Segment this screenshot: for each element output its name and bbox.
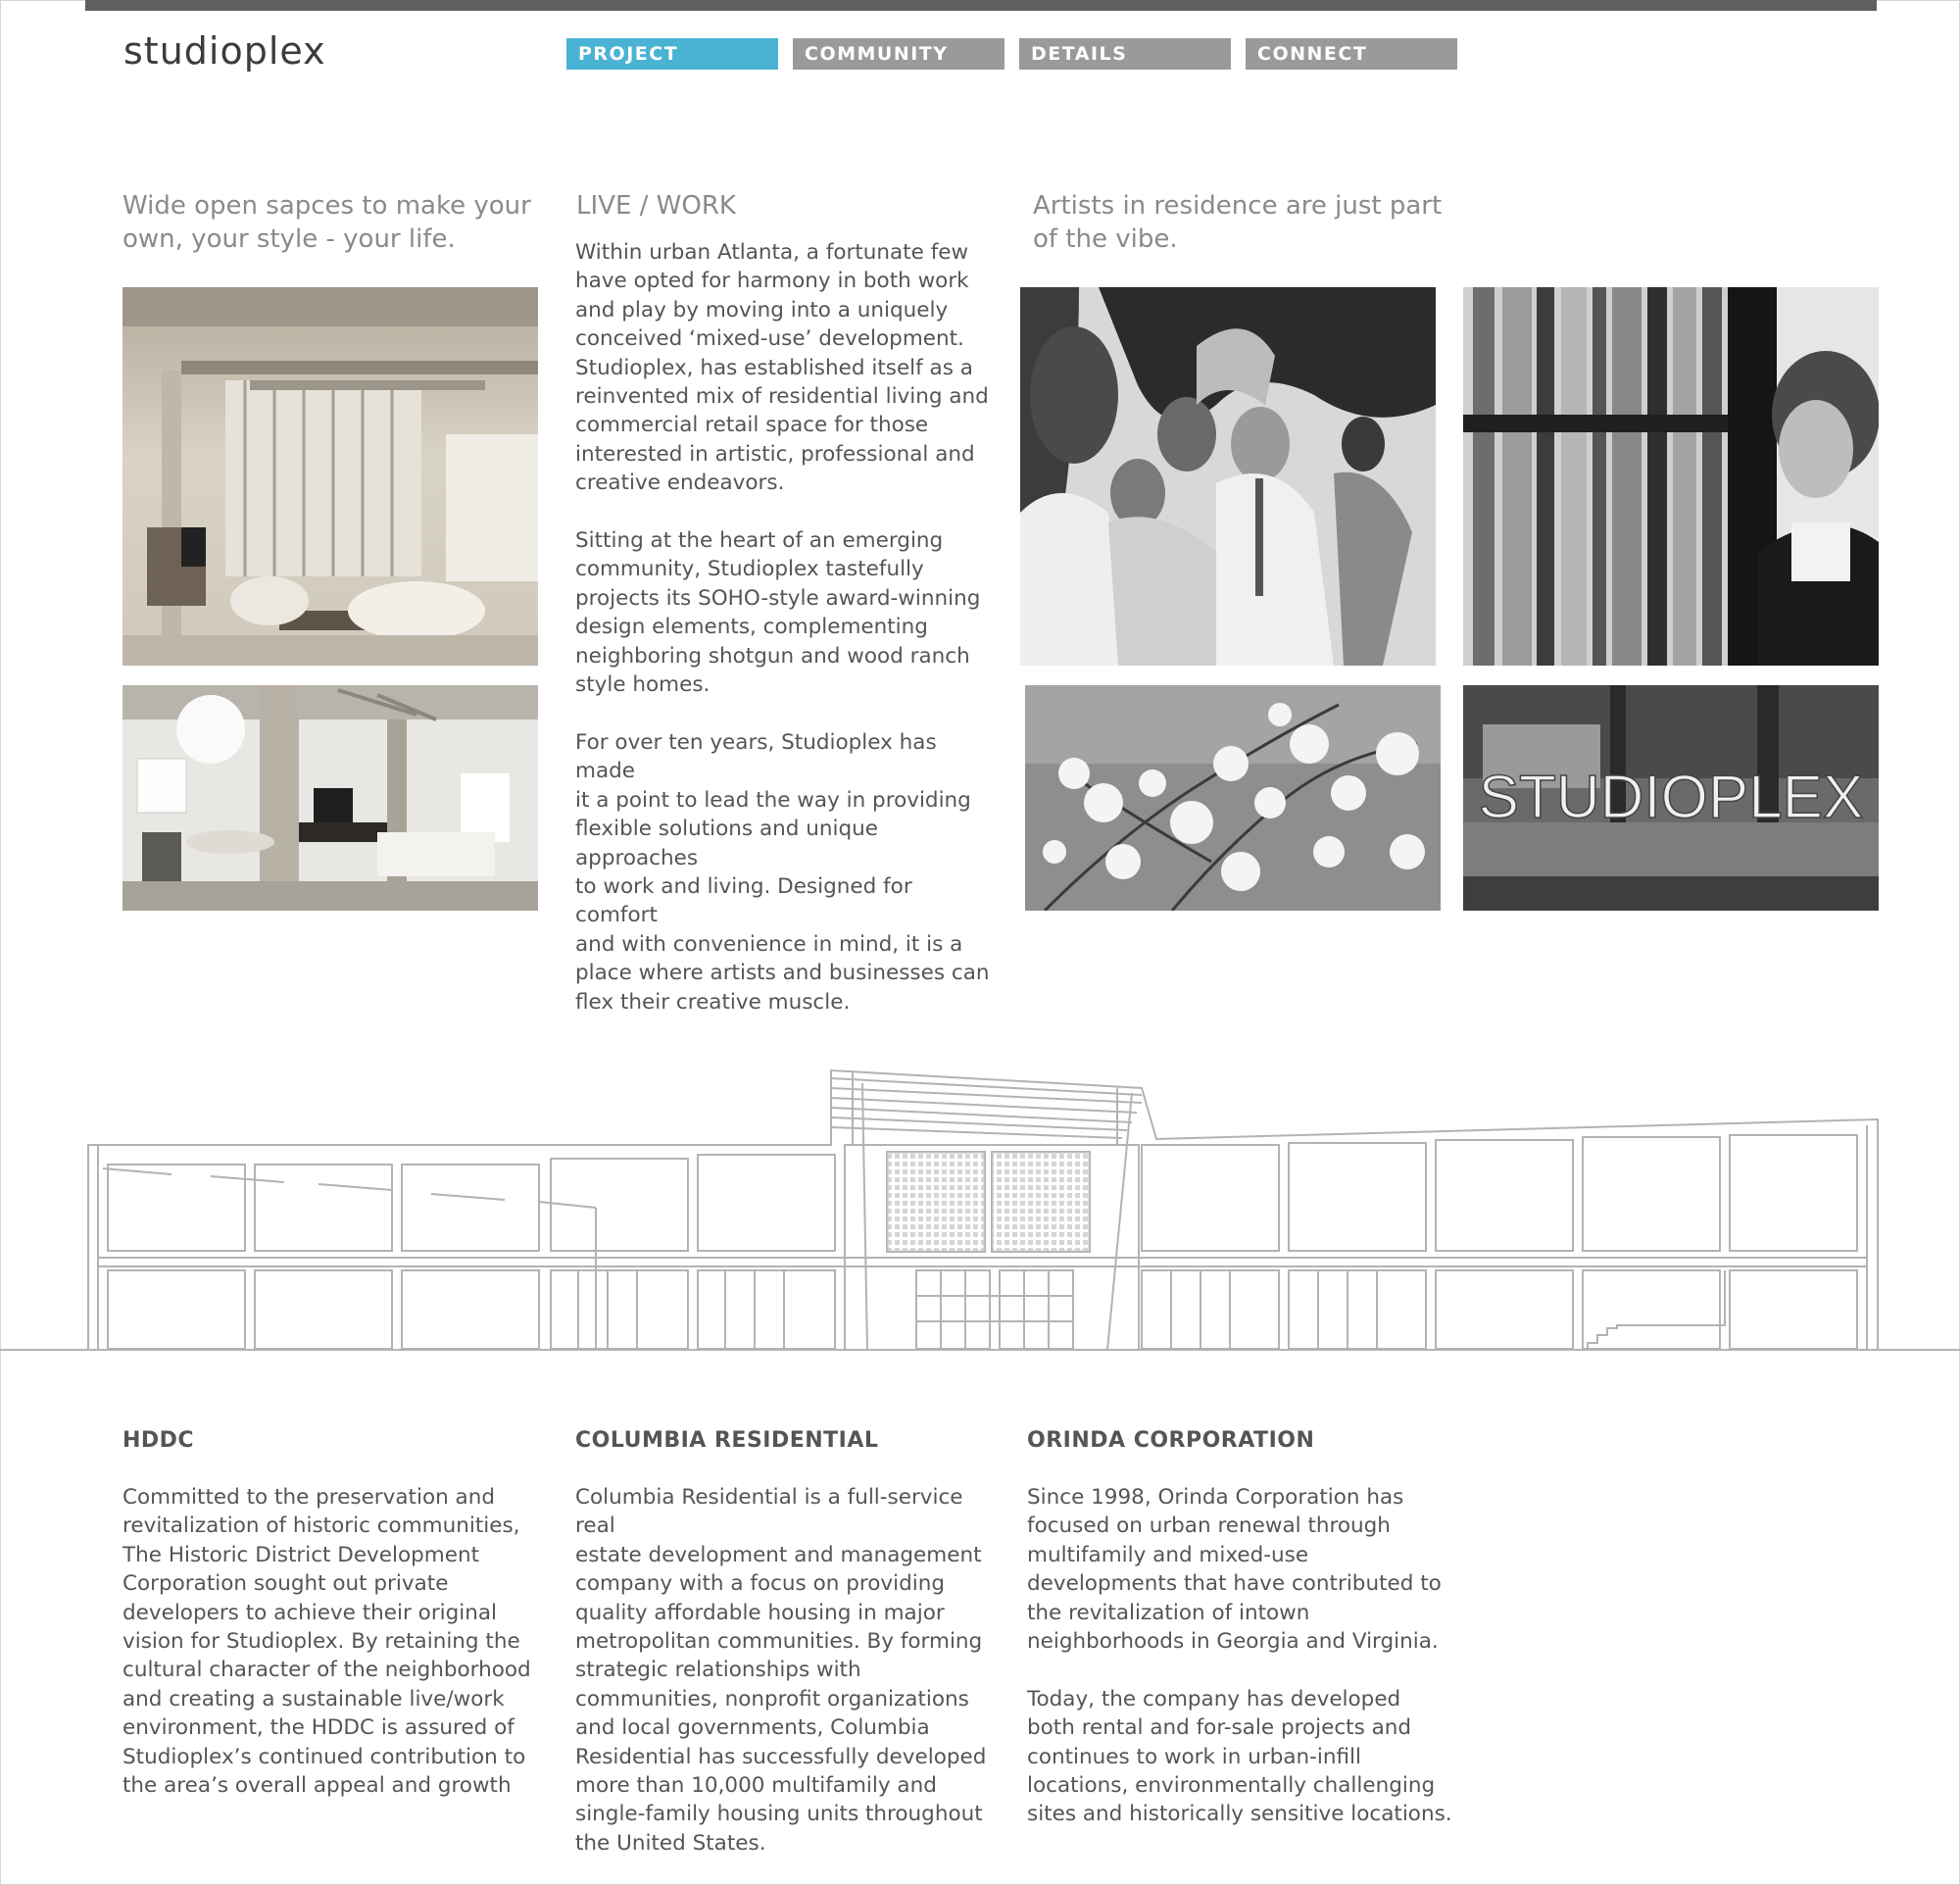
studioplex-sign-photo [1463, 685, 1879, 911]
jazz-mural-photo [1020, 287, 1436, 666]
nav-details[interactable]: DETAILS [1019, 38, 1231, 70]
hddc-title: HDDC [122, 1428, 195, 1453]
top-bar [85, 0, 1877, 11]
loft-dining-room-photo [122, 685, 538, 911]
nav-connect[interactable]: CONNECT [1246, 38, 1457, 70]
nav-community[interactable]: COMMUNITY [793, 38, 1004, 70]
columbia-residential-body: Columbia Residential is a full-service real estate development and management company with a focus on providing quality affordable housing in major metropolitan communities. By forming strategic relationships with communities, nonprofit organizations and local governments, Columbia Residential has successfully developed more than 10,000 multifamily and single-family housing units throughout the United States. [575, 1485, 987, 1856]
live-work-body: Within urban Atlanta, a fortunate few have opted for harmony in both work and play by moving into a uniquely conceived ‘mixed-use’ development. Studioplex, has established itself as a reinvented mix of residential living and commercial retail space for those interested in artistic, professional and creative endeavors. Sitting at the heart of an emerging community, Studioplex tastefully projects its SOHO-style award-winning design elements, complementing neighboring shotgun and wood ranch style homes. For over ten years, Studioplex has made it a point to lead the way in providing flexible solutions and unique approaches to work and living. Designed for comfort and with convenience in mind, it is a place where artists and businesses can flex their creative muscle. [575, 240, 990, 1015]
building-elevation-drawing [0, 1054, 1960, 1367]
nav-project[interactable]: PROJECT [566, 38, 778, 70]
intro-heading-1: Wide open sapces to make your own, your style - your life. [122, 191, 531, 254]
intro-heading-3: Artists in residence are just part of the vibe. [1033, 191, 1443, 254]
orinda-corporation-title: ORINDA CORPORATION [1027, 1428, 1315, 1453]
orinda-corporation-body: Since 1998, Orinda Corporation has focused on urban renewal through multifamily and mixed-use developments that have contributed to the revitalization of intown neighborhoods in Georgia and Virginia. Today, the company has developed both rental and for-sale projects and continues to work in urban-infill locations, environmentally challenging sites and historically sensitive locations. [1027, 1485, 1452, 1827]
hddc-body: Committed to the preservation and revitalization of historic communities, The Historic District Development Corporation sought out private developers to achieve their original vision for Studioplex. By retaining the cultural character of the neighborhood and creating a sustainable live/work environment, the HDDC is assured of Studioplex’s continued contribution to the area’s overall appeal and growth [122, 1485, 531, 1799]
artist-painting-photo [1463, 287, 1879, 666]
sign-text: STUDIOPLEX [1478, 764, 1864, 831]
columbia-residential-title: COLUMBIA RESIDENTIAL [575, 1428, 879, 1453]
live-work-heading: LIVE / WORK [576, 191, 736, 221]
loft-living-room-photo [122, 287, 538, 666]
logo[interactable]: studioplex [123, 29, 326, 73]
cherry-blossom-photo [1025, 685, 1441, 911]
